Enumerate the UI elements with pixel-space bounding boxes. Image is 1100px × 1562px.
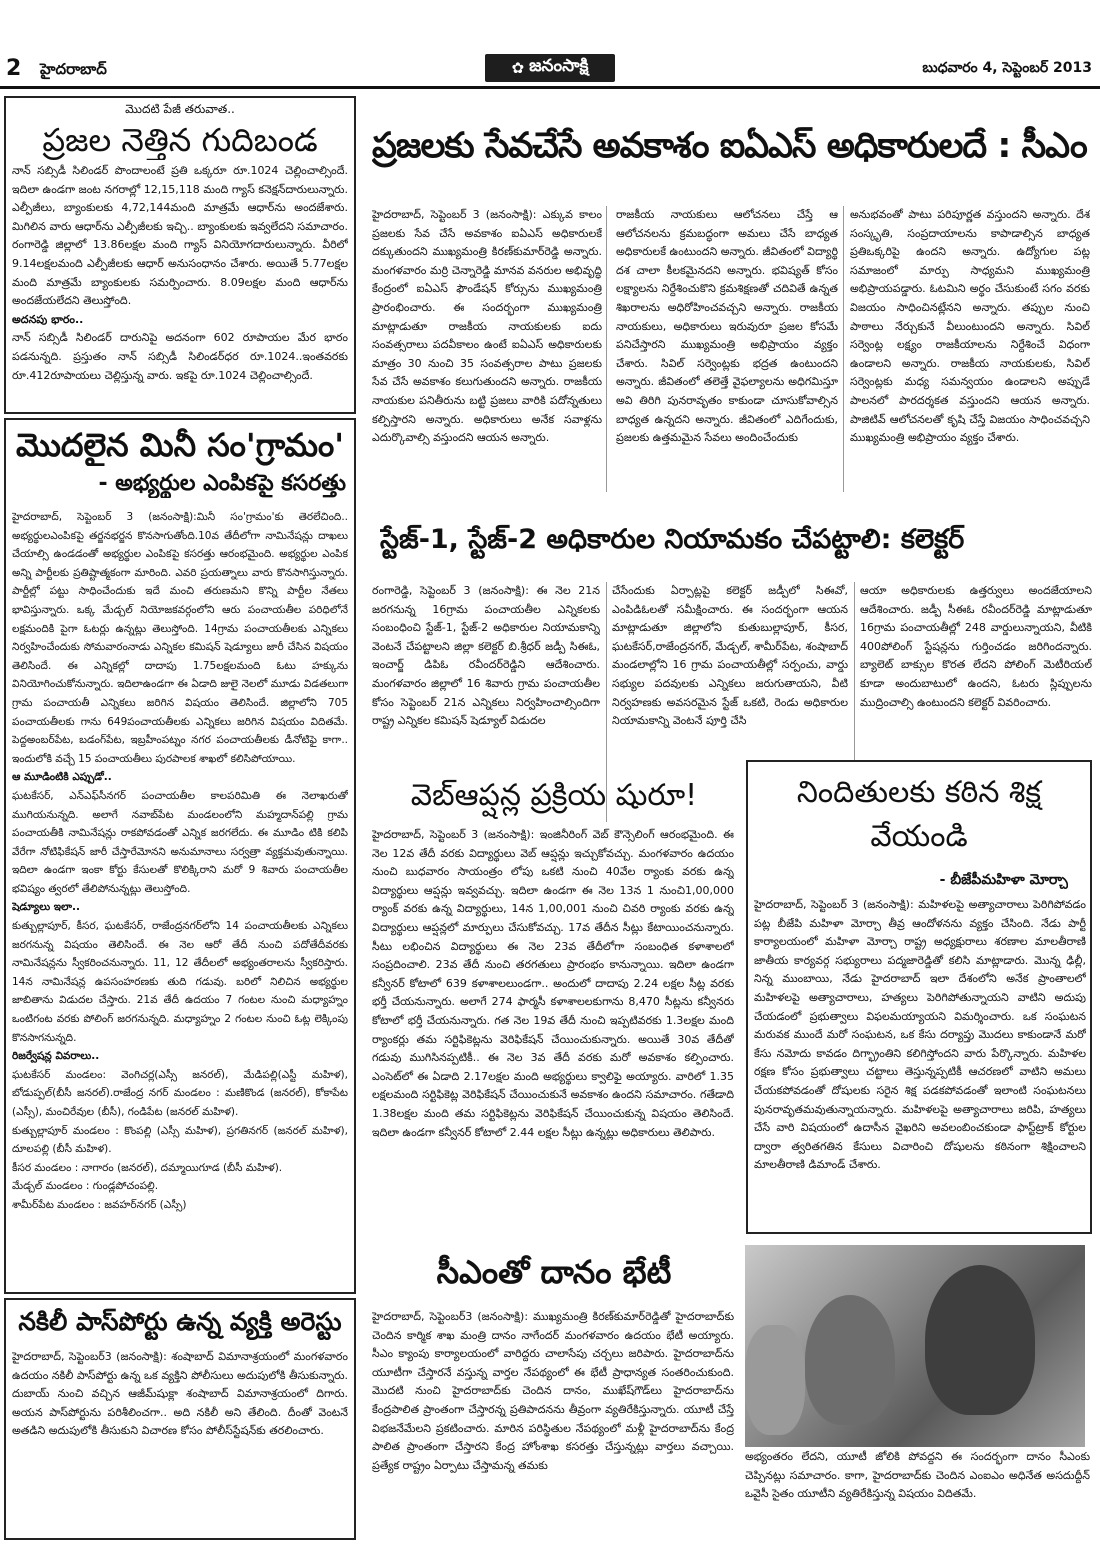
sentence-title-line2: వేయండి xyxy=(870,819,968,854)
masthead-logo-text: జనంసాక్షి xyxy=(529,56,589,76)
sangramam-para1: హైదరాబాద్, సెప్టెంబర్ 3 (జనంసాక్షి):మినీ సం'గ్రామం'కు తెరలేచింది.. అభ్యర్థులఎంపికపై తర్జనభర్జన కొనసాగుతోంది.10వ తేదీలోగా నామినేషన్లు దాఖలు చేయాల్సి ఉండడంతో అభ్యర్థుల ఎంపికపై కసరత్తు ఆరంభమైంది. అభ్యర్థుల ఎంపిక అన్ని పార్టీలకు ప్రతిష్టాత్మకంగా మారింది. ఎవరి ప్రయత్నాలు వారు కొనసాగిస్తున్నారు. పార్టీల్లో పట్టు సాధించేందుకు ఇదే మంచి తరుణమని కొన్ని పార్టీల నేతలు భావిస్తున్నారు. ఒక్క మేడ్చల్ నియోజకవర్గంలోని ఆరు పంచాయతీల పరిధిలోనే లక్షమందికి పైగా ఓటర్లు ఉన్నట్లు తెలుస్తోంది. 14గ్రామ పంచాయతీలకు ఎన్నికలు నిర్వహించేందుకు సోమవారంనాడు ఎన్నికల కమిషన్ షెడ్యూలు జారీ చేసిన విషయం తెలిసిందే. ఈ ఎన్నికల్లో దాదాపు 1.75లక్షలమంది ఓటు హక్కును వినియోగించుకోనున్నారు. ఇదిలాఉండగా ఈ ఏడాది జులై నెలలో మూడు విడతలుగా గ్రామ పంచాయతీ ఎన్నికలు జరిగిన విషయం తెలిసిందే. జిల్లాలోని 705 పంచాయతీలకు గాను 649పంచాయతీలకు ఎన్నికలు జరిగిన విషయం విదితమే. పెద్దఅంబర్‌పేట, బడంగ్‌పేట, ఇబ్రహీంపట్నం నగర పంచాయతీలకు డీనోటిఫై కాగా.. ఇందులోకి వచ్చే 15 పంచాయతీలు పురపాలక శాఖలో కలిసిపోయాయి. xyxy=(12,511,348,765)
sangramam-subhead-1: ఆ మూడింటికి ఎప్పుడో.. xyxy=(12,771,112,784)
gudibanda-story-box xyxy=(4,96,356,414)
sangramam-title: మొదలైన మినీ సం'గ్రామం' xyxy=(15,426,345,464)
sangramam-para3: కుత్బుల్లాపూర్, కీసర, ఘటకేసర్, రాజేంద్రనగర్‌లోని 14 పంచాయతీలకు ఎన్నికలు జరగనున్న విషయం తెలిసిందే. ఈ నెల ఆరో తేదీ నుంచి పదోతేదీవరకు నామినేషన్లను స్వీకరించనున్నారు. 11, 12 తేదీలలో అభ్యంతరాలను స్వీకరిస్తారు. 14న నామినేషన్ల ఉపసంహరణకు తుది గడువు. బరిలో నిలిచిన అభ్యర్థుల జాబితాను విడుదల చేస్తారు. 21వ తేదీ ఉదయం 7 గంటల నుంచి మధ్యాహ్నం ఒంటిగంట వరకు పోలింగ్ జరగనున్నది. మధ్యాహ్నం 2 గంటల నుంచి ఓట్ల లెక్కింపు కొనసాగనున్నది. xyxy=(12,920,348,1044)
danam-continued: అభ్యంతరం లేదని, యూటీ జోలికి పోవద్దని ఈ సందర్భంగా దానం సీఎంకు చెప్పినట్లు సమాచారం. కాగా, హైదరాబాద్‌కు చెందిన ఎంఐఎం అధినేత అసదుద్దీన్ ఒవైసీ సైతం యూటీని వ్యతిరేకిస్తున్న విషయం విదితమే. xyxy=(745,1450,1090,1501)
page-header xyxy=(0,0,1100,92)
header-rule xyxy=(0,86,1100,89)
gudibanda-body xyxy=(12,162,348,410)
cm-ias-col1: హైదరాబాద్, సెప్టెంబర్ 3 (జనంసాక్షి): ఎక్కువ కాలం ప్రజలకు సేవ చేసే అవకాశం ఐఏఎస్ అధికారులకే దక్కుతుందని ముఖ్యమంత్రి కిరణ్‌కుమార్‌రెడ్డి అన్నారు. మంగళవారం మర్రి చెన్నారెడ్డి మానవ వనరుల అభివృద్ధి కేంద్రంలో ఐఏఎస్ ఫౌండేషన్ కోర్సును ముఖ్యమంత్రి ప్రారంభించారు. ఈ సందర్భంగా ముఖ్యమంత్రి మాట్లాడుతూ రాజకీయ నాయకులకు ఐదు సంవత్సరాలు పదవీకాలం ఉంటే ఐఏఎస్ అధికారులకు మాత్రం 30 నుంచి 35 సంవత్సరాల పాటు ప్రజలకు సేవ చేసే అవకాశం కలుగుతుందని అన్నారు. రాజకీయ నాయకుల పనితీరును బట్టి ప్రజలు వారికి పదోన్నతులు కల్పిస్తారని అన్నారు. అధికారులు అనేక సవాళ్లను ఎదుర్కొవాల్సి వస్తుందని ఆయన అన్నారు. xyxy=(372,208,602,445)
collector-headline: స్టేజ్-1, స్టేజ్-2 అధికారుల నియామకం చేపట్టాలి: కలెక్టర్ xyxy=(380,524,965,555)
reservation-line: ఘటకేసర్ మండలం: వెంగిచర్ల(ఎస్సీ జనరల్), మేడిపల్లి(ఎస్టీ మహిళ), బోడుప్పల్(బీసీ జనరల్).రాజేంద్ర నగర్ మండలం : మణికొండ (జనరల్), కోకాపేట (ఎస్సీ), మంచిరేవుల (బీసీ), గండిపేట (జనరల్ మహిళ). xyxy=(12,1068,348,1118)
sangramam-subhead-2: షెడ్యూలు ఇలా.. xyxy=(12,901,81,914)
sentence-body: హైదరాబాద్, సెప్టెంబర్ 3 (జనంసాక్షి): మహిళలపై అత్యాచారాలు పెరిగిపోవడం పట్ల బీజేపి మహిళా మోర్చా తీవ్ర ఆందోళనను వ్యక్తం చేసింది. నేడు పార్టీ కార్యాలయంలో మహిళా మోర్చా రాష్ట్ర అధ్యక్షురాలు శరణాల మాలతీరాణి జాతీయ కార్యవర్గ సభ్యురాలు పద్మజారెడ్డితో కలిసి మాట్లాడారు. మొన్న ఢిల్లీ, నిన్న ముంబాయి, నేడు హైదరాబాద్ ఇలా దేశంలోని అనేక ప్రాంతాలలో మహిళలపై అత్యాచారాలు, హత్యలు పెరిగిపోతున్నాయని వాటిని అదుపు చేయడంలో ప్రభుత్వాలు విఫలమయ్యాయని విమర్శించారు. ఒక సంఘటన మరువక ముందే మరో సంఘటన, ఒక కేసు దర్యాప్తు మొదలు కాకుండానే మరో కేసు నమోదు కావడం దిగ్భ్రాంతిని కలిగిస్తోందని వారు పేర్కొన్నారు. మహిళల రక్షణ కోసం ప్రభుత్వాలు చట్టాలు తెస్తున్నప్పటికీ ఆచరణలో వాటిని అమలు చేయకపోవడంతో దోషులకు సరైన శిక్ష పడకపోవడంతో ఇలాంటి సంఘటనలు పునరావృతమవుతున్నాయన్నారు. మహిళలపై అత్యాచారాలు జరిపి, హత్యలు చేసే వారి విషయంలో ఉదాసీన వైఖరిని అవలంబించకుండా ఫాస్ట్‌ట్రాక్ కోర్టుల ద్వారా త్వరితగతిన కేసులు విచారించి దోషులను కఠినంగా శిక్షించాలని మాలతీరాణి డిమాండ్ చేశారు. xyxy=(754,898,1086,1172)
cm-ias-headline: ప్రజలకు సేవచేసే అవకాశం ఐఏఎస్ అధికారులదే : సీఎం xyxy=(372,126,1087,166)
collector-col1: రంగారెడ్డి, సెప్టెంబర్ 3 (జనంసాక్షి): ఈ నెల 21న జరగనున్న 16గ్రామ పంచాయతీల ఎన్నికలకు సంబంధించి స్టేజ్-1, స్టేజ్-2 అధికారుల నియామకాన్ని వెంటనే చేపట్టాలని జిల్లా కలెక్టర్ బి.శ్రీధర్ జడ్పీ సిఈఓ, ఇంచార్జ్ డిపిఓ రవీందర్‌రెడ్డిని ఆదేశించారు. మంగళవారం జిల్లాలో 16 శివారు గ్రామ పంచాయతీల కోసం సెప్టెంబర్ 21న ఎన్నికలు నిర్వహించాల్సిందిగా రాష్ట్ర ఎన్నికల కమిషన్ షెడ్యూల్ విడుదల xyxy=(372,584,600,728)
photo-person xyxy=(745,1325,805,1435)
gudibanda-para2: నాన్ సబ్సిడీ సిలిండర్ దారునిపై అదనంగా 602 రూపాయల మేర భారం పడనున్నది. ప్రస్తుతం నాన్ సబ్సిడీ సిలిండర్‌ధర రూ.1024..ఇంతవరకు రూ.412రూపాయలు చెల్లిస్తున్న వారు. ఇకపై రూ.1024 చెల్లించాల్సిందే. xyxy=(12,331,348,382)
reservation-line: కీసర మండలం : నాగారం (జనరల్), దమ్మాయిగూడ (బీసీ మహిళ). xyxy=(12,1161,283,1174)
gudibanda-title: ప్రజల నెత్తిన గుదిబండ xyxy=(42,121,318,159)
danam-body: హైదరాబాద్, సెప్టెంబర్3 (జనంసాక్షి): ముఖ్యమంత్రి కిరణ్‌కుమార్‌రెడ్డితో హైదరాబాద్‌కు చెందిన కార్మిక శాఖ మంత్రి దానం నాగేందర్ మంగళవారం ఉదయం భేటీ అయ్యారు. సీఎం క్యాంపు కార్యాలయంలో వారిద్దరు చాలాసేపు చర్చలు జరిపారు. హైదరాబాద్‌ను యూటీగా చేస్తారనే వస్తున్న వార్తల నేపథ్యంలో ఈ భేటీ ప్రాధాన్యత సంతరించుకుంది. మొదటి నుంచి హైదరాబాద్‌కు చెందిన దానం, ముఖేష్‌గౌడ్‌లు హైదరాబాద్‌ను కేంద్రపాలిత ప్రాంతంగా చేస్తారన్న ప్రతిపాదనను తీవ్రంగా వ్యతిరేకిస్తున్నారు. యూటీ చేస్తే విభజనేమేలని ప్రకటించారు. మారిన పరిస్థితుల నేపథ్యంలో మళ్లీ హైదరాబాద్‌ను కేంద్ర పాలిత ప్రాంతంగా చేస్తారని కేంద్ర హోంశాఖ కసరత్తు చేస్తున్నట్లు వార్తలు వచ్చాయి. ప్రత్యేక రాష్ట్రం ఏర్పాటు చేస్తామన్న తమకు xyxy=(372,1310,734,1472)
cm-ias-col3: అనుభవంతో పాటు పరిపూర్ణత వస్తుందని అన్నారు. దేశ సంస్కృతి, సంప్రదాయాలను కాపాడాల్సిన బాధ్యత ప్రతిఒక్కరిపై ఉందని అన్నారు. ఉద్యోగుల పట్ల సమాజంలో మార్పు సాధ్యమని ముఖ్యమంత్రి అభిప్రాయపడ్డారు. ఓటమిని అర్థం చేసుకుంటే సగం వరకు విజయం సాధించినట్లేనని అన్నారు. తప్పుల నుంచి పాఠాలు నేర్చుకునే వీలుంటుందని అన్నారు. సివిల్ సర్వెంట్ల లక్ష్యం రాజకీయాలను నిర్దేశించే విధంగా ఉండాలని అన్నారు. రాజకీయ నాయకులకు, సివిల్ సర్వెంట్లకు మధ్య సమన్వయం ఉండాలని అప్పుడే పాలనలో పారదర్శకత వస్తుందని ఆయన అన్నారు. పాజిటివ్ ఆలోచనలతో కృషి చేస్తే విజయం సాధించవచ్చని ముఖ్యమంత్రి అభిప్రాయం వ్యక్తం చేశారు. xyxy=(850,208,1090,445)
news-photo xyxy=(745,1245,1085,1447)
gudibanda-subhead: అదనపు భారం.. xyxy=(12,312,84,326)
gudibanda-para1: నాన్ సబ్సిడీ సిలిండర్ పొందాలంటే ప్రతి ఒక్కరూ రూ.1024 చెల్లించాల్సిందే. ఇదిలా ఉండగా జంట నగరాల్లో 12,15,118 మంది గ్యాస్ కనెక్షన్‌దారులున్నారు. ఎల్పీజీలు, బ్యాంకులకు 4,72,144మంది మాత్రమే ఆధార్‌ను అందజేశారు. మిగిలిన వారు ఆధార్‌ను ఎల్పీజీలకు ఇచ్చి.. బ్యాంకులకు ఇవ్వలేదని సమాచారం. రంగారెడ్డి జిల్లాలో 13.86లక్షల మంది గ్యాస్ వినియోగదారులున్నారు. వీరిలో 9.14లక్షలమంది ఎల్పీజీలకు ఆధార్ అనుసంధానం చేశారు. అయితే 5.77లక్షల మంది మాత్రమే బ్యాంకులకు సమర్పించారు. 8.09లక్షల మంది ఆధార్‌ను అందజేయలేదని తెలుస్తోంది. xyxy=(12,164,348,308)
photo-person xyxy=(805,1295,895,1425)
passport-story-box xyxy=(4,1298,356,1540)
issue-date: బుధవారం 4, సెప్టెంబర్ 2013 xyxy=(922,60,1092,76)
sangramam-body xyxy=(12,508,348,1288)
sangramam-subhead-3: రిజర్వేషన్ల వివరాలు.. xyxy=(12,1050,100,1063)
masthead-logo xyxy=(485,54,615,82)
danam-headline: సీఎంతో దానం భేటీ xyxy=(436,1253,672,1291)
collector-col3: ఆయా అధికారులకు ఉత్తర్వులు అందజేయాలని ఆదేశించారు. జడ్పీ సీఈఓ రవీందర్‌రెడ్డి మాట్లాడుతూ 16గ్రామ పంచాయతీల్లో 248 వార్డులున్నాయని, వీటికి 400పోలింగ్ స్టేషన్లను గుర్తించడం జరిగిందన్నారు. బ్యాలెట్ బాక్సుల కొరత లేదని పోలింగ్ మెటీరియల్ కూడా అందుబాటులో ఉందని, ఓటరు స్లిప్పులను ముద్రించాల్సి ఉంటుందని కలెక్టర్ వివరించారు. xyxy=(860,584,1092,709)
cm-ias-col2: రాజకీయ నాయకులు ఆలోచనలు చేస్తే ఆ ఆలోచనలను క్రమబద్ధంగా అమలు చేసే బాధ్యత అధికారులకే ఉంటుందని అన్నారు. జీవితంలో విద్యార్థి దశ చాలా కీలకమైనదని అన్నారు. భవిష్యత్ కోసం లక్ష్యాలను నిర్దేశించుకొని క్రమశిక్షణతో చదివితే ఉన్నత శిఖరాలను అధిరోహించవచ్చని అన్నారు. రాజకీయ నాయకులు, అధికారులు ఇరువురూ ప్రజల కోసమే పనిచేస్తారని ముఖ్యమంత్రి అభిప్రాయం వ్యక్తం చేశారు. సివిల్ సర్వెంట్లకు భద్రత ఉంటుందని అన్నారు. జీవితంలో తలెత్తే వైఫల్యాలను అధిగమిస్తూ అవి తిరిగి పునరావృతం కాకుండా చూసుకోవాల్సిన బాధ్యత ఉన్నదని అన్నారు. జీవితంలో ఎదిగేందుకు, ప్రజలకు ఉత్తమమైన సేవలు అందించేందుకు xyxy=(616,208,838,445)
sangramam-subtitle: - అభ్యర్థుల ఎంపికపై కసరత్తు xyxy=(98,471,346,496)
sangramam-para2: ఘటకేసర్, ఎన్‌ఎఫ్‌సీనగర్ పంచాయతీల కాలపరిమితి ఈ నెలాఖరుతో ముగియనున్నది. అలాగే నవాబ్‌పేట మండలంలోని మహ్మదాన్‌పల్లి గ్రామ పంచాయతీకి నామినేషన్లు రాకపోవడంతో ఎన్నిక జరగలేదు. ఈ మూడిం టికి కలిపి వేరేగా నోటిఫికేషన్ జారీ చేస్తారేమోనని అనుమానాలు సర్వత్రా వ్యక్తమవుతున్నాయి. ఇదిలా ఉండగా ఇంకా కోర్టు కేసులతో కొలిక్కిరాని మరో 9 శివారు పంచాయతీల భవిష్యం త్వరలో తేలిపోనున్నట్లు తెలుస్తోంది. xyxy=(12,789,348,895)
sentence-subtitle: - బీజేపీమహిళా మోర్చా xyxy=(939,872,1068,888)
sentence-story-box xyxy=(746,760,1092,1234)
reservation-line: శామీర్‌పేట మండలం : జవహర్‌నగర్ (ఎస్సీ) xyxy=(12,1198,187,1211)
reservation-line: మేడ్చల్ మండలం : గుండ్లపోచంపల్లి. xyxy=(12,1180,159,1193)
web-options-body: హైదరాబాద్, సెప్టెంబర్ 3 (జనంసాక్షి): ఇంజినీరింగ్ వెబ్ కౌన్సెలింగ్ ఆరంభమైంది. ఈ నెల 12వ తేదీ వరకు విద్యార్థులు వెబ్ ఆప్షన్లు ఇచ్చుకోవచ్చు. మంగళవారం ఉదయం నుంచి బుధవారం సాయంత్రం లోపు ఒకటి నుంచి 40వేల ర్యాంకు వరకు ఉన్న విద్యార్థులు ఆప్షన్లు ఇవ్వవచ్చు. ఇదిలా ఉండగా ఈ నెల 13న 1 నుంచి1,00,000 ర్యాంక్ వరకు ఉన్న విద్యార్థులు, 14న 1,00,001 నుంచి చివరి ర్యాంకు వరకు ఉన్న విద్యార్థులు ఆప్షన్లలో మార్పులు చేసుకోవచ్చు. 17వ తేదీన సీట్లు కేటాయించనున్నారు. సీటు లభించిన విద్యార్థులు ఈ నెల 23వ తేదీలోగా సంబంధిత కళాశాలలో సంప్రదించాలి. 23వ తేదీ నుంచి తరగతులు ప్రారంభం కానున్నాయి. ఇదిలా ఉండగా కన్వీనర్ కోటాలో 639 కళాశాలలుండగా.. అందులో దాదాపు 2.24 లక్షల సీట్ల వరకు భర్తీ చేయనున్నారు. అలాగే 274 ఫార్మసీ కళాశాలలకుగాను 8,470 సీట్లను కన్వీనరు కోటాలో భర్తీ చేయనున్నారు. గత నెల 19వ తేదీ నుంచి ఇప్పటివరకు 1.3లక్షల మంది ర్యాంకర్లు తమ సర్టిఫికెట్లను వెరిఫికేషన్ చేయించుకున్నారు. అయితే 30వ తేదీతో గడువు ముగిసినప్పటికీ.. ఈ నెల 3వ తేదీ వరకు మరో అవకాశం కల్పించారు. ఎంసెట్‌లో ఈ ఏడాది 2.17లక్షల మంది అభ్యర్థులు క్వాలిఫై అయ్యారు. వారిలో 1.35 లక్షలమంది సర్టిఫికెట్ల వెరిఫికేషన్ చేయించుకునే అవకాశం ఉందని సమాచారం. గతేడాది 1.38లక్షల మంది తమ సర్టిఫికెట్లను వెరిఫికేషన్ చేయించుకున్న విషయం తెలిసిందే. ఇదిలా ఉండగా కన్వీనర్ కోటాలో 2.44 లక్షల సీట్లు ఉన్నట్లు అధికారులు తెలిపారు. xyxy=(372,828,734,1139)
collector-col2: చేసేందుకు ఏర్పాట్లపై కలెక్టర్ జడ్పీలో సిఈవో, ఎంపిడిఓలతో సమీక్షించారు. ఈ సందర్భంగా ఆయన మాట్లాడుతూ జిల్లాలోని కుతుబుల్లాపూర్, కీసర, ఘటకేసర్,రాజేంద్రనగర్, మేడ్చల్, శామీర్‌పేట, శంషాబాద్ మండలాల్లోని 16 గ్రామ పంచాయతీల్లో సర్పంచు, వార్డు సభ్యుల పదవులకు ఎన్నికలు జరుగుతాయని, వీటి నిర్వహణకు అవసరమైన స్టేజ్ ఒకటి, రెండు అధికారుల నియామకాన్ని వెంటనే పూర్తి చేసి xyxy=(612,584,848,728)
web-options-headline: వెబ్ఆప్షన్ల ప్రక్రియ షురూ! xyxy=(410,778,698,813)
column-divider xyxy=(843,206,844,492)
sangramam-story-box xyxy=(4,418,356,1294)
edition-city: హైదరాబాద్ xyxy=(40,60,107,78)
passport-title: నకిలీ పాస్‌పోర్టు ఉన్న వ్యక్తి అరెస్టు xyxy=(18,1307,342,1336)
column-divider xyxy=(606,206,607,492)
passport-body: హైదరాబాద్, సెప్టెంబర్3 (జనంసాక్షి): శంషాబాద్ విమానాశ్రయంలో మంగళవారం ఉదయం నకిలీ పాస్‌పోర్టు ఉన్న ఒక వ్యక్తిని పోలీసులు అదుపులోకి తీసుకున్నారు. దుబాయ్ నుంచి వచ్చిన ఆజీమ్‌షుక్లా శంషాబాద్ విమానాశ్రయంలో దిగారు. అయన పాస్‌పోర్టును పరిశీలించగా.. అది నకిలీ అని తేలింది. దీంతో వెంటనే అతడిని అదుపులోకి తీసుకుని విచారణ కోసం పోలీస్‌స్టేషన్‌కు తరలించారు. xyxy=(12,1350,348,1438)
reservation-line: కుత్బుల్లాపూర్ మండలం : కొంపల్లి (ఎస్సీ మహిళ), ప్రగతినగర్ (జనరల్ మహిళ), దూలపల్లి (బీసీ మహిళ). xyxy=(12,1124,348,1156)
photo-person xyxy=(925,1265,1035,1415)
page-number: 2 xyxy=(6,56,22,81)
gudibanda-kicker: మొదటి పేజీ తరువాత.. xyxy=(125,102,235,116)
flower-icon: ✿ xyxy=(511,59,525,77)
sentence-title-line1: నిందితులకు కఠిన శిక్ష xyxy=(796,775,1042,810)
